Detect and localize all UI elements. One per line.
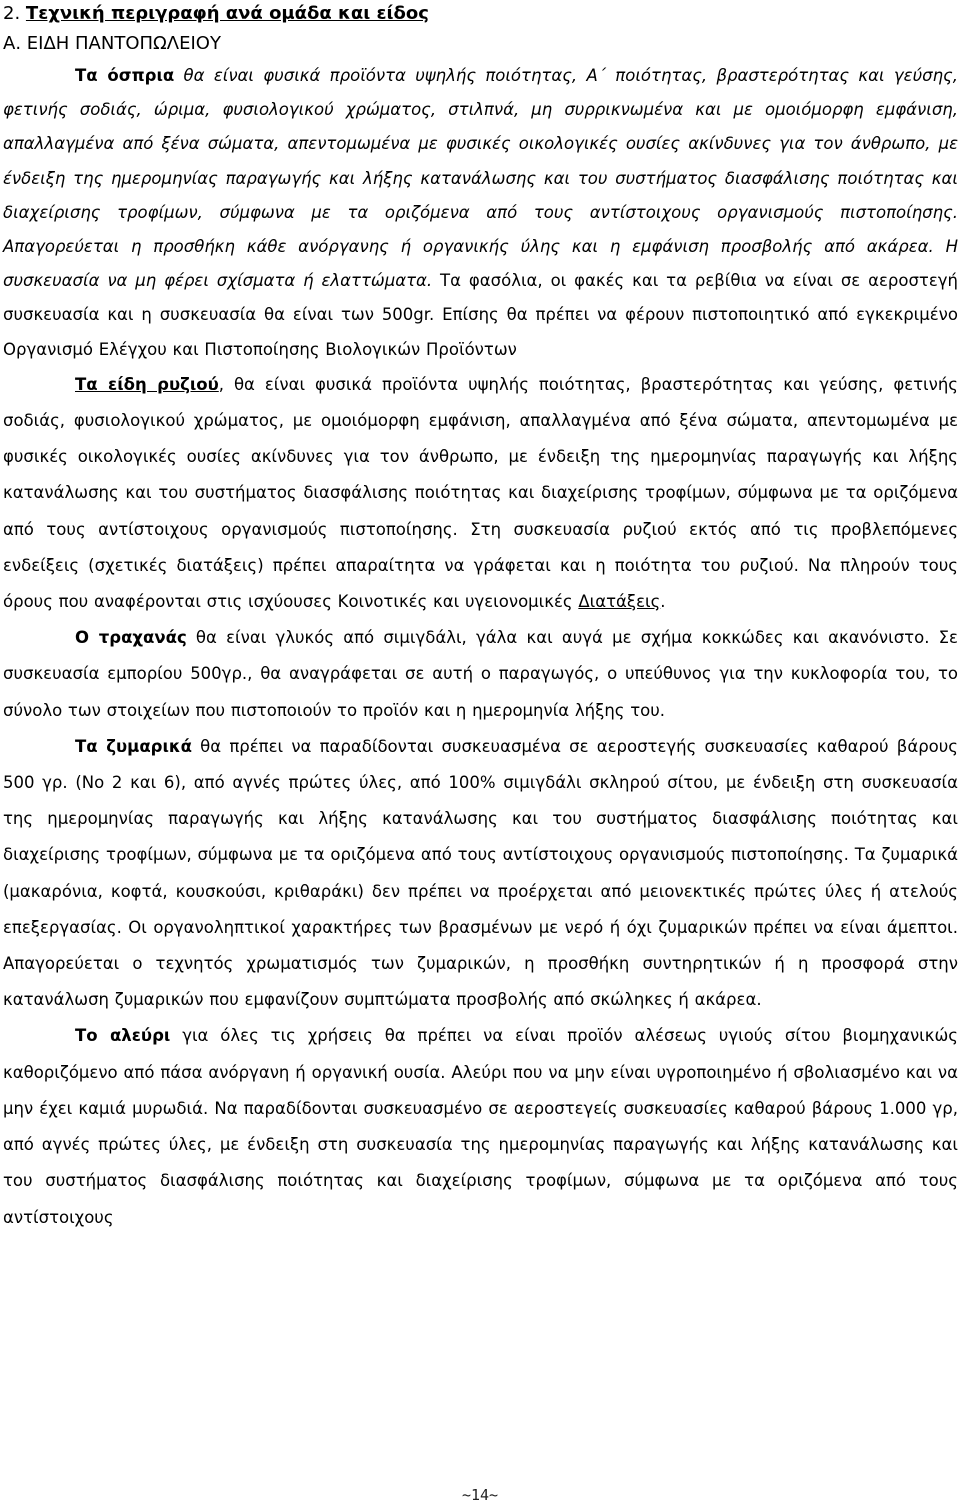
paragraph-pasta xyxy=(3,729,958,1019)
paragraph-trahanas xyxy=(3,620,958,729)
paragraph-legumes xyxy=(3,59,958,367)
term-pasta: Τα ζυμαρικά xyxy=(75,736,192,756)
section-number: 2. xyxy=(3,3,21,24)
term-flour: Το αλεύρι xyxy=(75,1026,171,1046)
legumes-text-italic: θα είναι φυσικά προϊόντα υψηλής ποιότητας, Α΄ ποιότητας, βραστερότητας και γεύσης, φετινής σοδιάς, ώριμα, φυσιολογικού χρώματος, στιλπνά, μη συρρικνωμένα και με ομοιόμορφη εμφάνιση, απαλλαγμένα από ξένα σώματα, απεντομωμένα με φυσικές οικολογικές ουσίες ακίνδυνες για τον άνθρωπο, με ένδειξη της ημερομηνίας παραγωγής και λήξης κατανάλωσης και του συστήματος διασφάλισης ποιότητας και διαχείρισης τροφίμων, σύμφωνα με τα οριζόμενα από τους αντίστοιχους οργανισμούς πιστοποίησης. Απαγορεύεται η προσθήκη κάθε ανόργανης ή οργανικής ύλης και η εμφάνιση προσβολής από ακάρεα. Η συσκευασία να μη φέρει σχίσματα ή ελαττώματα. xyxy=(3,66,958,291)
pasta-text: θα πρέπει να παραδίδονται συσκευασμένα σε αεροστεγής συσκευασίες καθαρού βάρους 500 γρ. (Νο 2 και 6), από αγνές πρώτες ύλες, από 100% σιμιγδάλι σκληρού σίτου, με ένδειξη στη συσκευασία της ημερομηνίας παραγωγής και λήξης κατανάλωσης και του συστήματος διασφάλισης ποιότητας και διαχείρισης τροφίμων, σύμφωνα με τα οριζόμενα από τους αντίστοιχους οργανισμούς πιστοποίησης. Τα ζυμαρικά (μακαρόνια, κοφτά, κουσκούσι, κριθαράκι) δεν πρέπει να προέρχεται από μειονεκτικές πρώτες ύλες ή ατελούς επεξεργασίας. Οι οργανοληπτικοί χαρακτήρες των βρασμένων με νερό ή όχι ζυμαρικών πρέπει να είναι άμεπτοι. Απαγορεύεται ο τεχνητός χρωματισμός των ζυμαρικών, η προσθήκη συντηρητικών ή η προσφορά στην κατανάλωση ζυμαρικών που εμφανίζουν συμπτώματα προσβολής από σκώληκες ή ακάρεα. xyxy=(3,736,958,1010)
term-rice: Τα είδη ρυζιού xyxy=(75,374,219,394)
subsection-heading: Α. ΕΙΔΗ ΠΑΝΤΟΠΩΛΕΙΟΥ xyxy=(3,33,221,54)
legumes-text: Τα φασόλια, οι φακές και τα ρεβίθια να είναι σε αεροστεγή συσκευασία και η συσκευασία θα είναι των 500gr. Επίσης θα πρέπει να φέρουν πιστοποιητικό από εγκεκριμένο Οργανισμό Ελέγχου και Πιστοποίησης Βιολογικών Προϊόντων xyxy=(3,271,959,359)
trahanas-text: θα είναι γλυκός από σιμιγδάλι, γάλα και αυγά με σχήμα κοκκώδες και ακανόνιστο. Σε συσκευασία εμπορίου 500γρ., θα αναγράφεται σε αυτή ο παραγωγός, ο υπεύθυνος για την κυκλοφορία του, το σύνολο των στοιχείων που πιστοποιούν το προϊόν και η ημερομηνία λήξης του. xyxy=(3,628,958,720)
rice-end: . xyxy=(660,592,666,612)
rice-underlined-word: Διατάξεις xyxy=(578,592,661,612)
term-trahanas: Ο τραχανάς xyxy=(75,628,187,648)
paragraph-flour xyxy=(3,1018,958,1235)
section-heading xyxy=(3,0,958,27)
page-number: ~14~ xyxy=(461,1486,499,1504)
section-title: Τεχνική περιγραφή ανά ομάδα και είδος xyxy=(25,3,429,24)
rice-text: , θα είναι φυσικά προϊόντα υψηλής ποιότητας, βραστερότητας και γεύσης, φετινής σοδιάς, φυσιολογικού χρώματος, με ομοιόμορφη εμφάνιση, απαλλαγμένα από ξένα σώματα, απεντομωμένα με φυσικές οικολογικές ουσίες ακίνδυνες για τον άνθρωπο, με ένδειξη της ημερομηνίας παραγωγής και λήξης κατανάλωσης και του συστήματος διασφάλισης ποιότητας και διαχείρισης τροφίμων, σύμφωνα με τα οριζόμενα από τους αντίστοιχους οργανισμούς πιστοποίησης. Στη συσκευασία ρυζιού εκτός από τις προβλεπόμενες ενδείξεις (σχετικές διατάξεις) πρέπει απαραίτητα να γράφεται και η ποιότητα του ρυζιού. Να πληρούν τους όρους που αναφέρονται στις ισχύουσες Κοινοτικές και υγειονομικές xyxy=(3,374,958,612)
paragraph-rice xyxy=(3,367,958,620)
document-page xyxy=(3,0,958,1236)
flour-text: για όλες τις χρήσεις θα πρέπει να είναι προϊόν αλέσεως υγιούς σίτου βιομηχανικώς καθοριζόμενο από πάσα ανόργανη ή οργανική ουσία. Αλεύρι που να μην είναι υγροποιημένο ή σβολιασμένο και να μην έχει καμιά μυρωδιά. Να παραδίδονται συσκευασμένο σε αεροστεγείς συσκευασίες καθαρού βάρους 1.000 γρ, από αγνές πρώτες ύλες, με ένδειξη στη συσκευασία της ημερομηνίας παραγωγής και λήξης κατανάλωσης και του συστήματος διασφάλισης ποιότητας και διαχείρισης τροφίμων, σύμφωνα με τα οριζόμενα από τους αντίστοιχους xyxy=(3,1026,958,1227)
term-legumes: Τα όσπρια xyxy=(75,66,175,85)
